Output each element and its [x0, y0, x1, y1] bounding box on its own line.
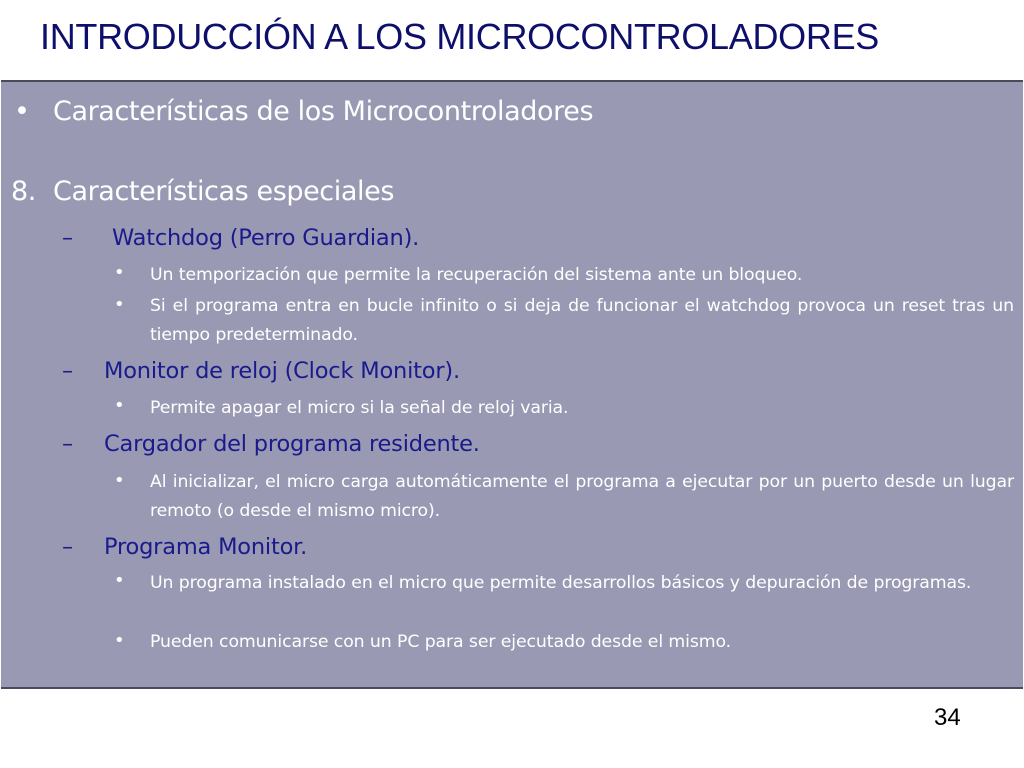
slide-title: INTRODUCCIÓN A LOS MICROCONTROLADORES: [40, 16, 879, 57]
page-number: 34: [934, 704, 961, 731]
item-title-watchdog: Watchdog (Perro Guardian).: [112, 225, 420, 251]
item-marker: –: [62, 359, 73, 384]
item-title-monitor-program: Programa Monitor.: [104, 534, 308, 560]
sub-bullet-text: Pueden comunicarse con un PC para ser ejecutado desde el mismo.: [150, 632, 732, 652]
heading-bullet: •: [14, 96, 30, 127]
sub-bullet-marker: •: [114, 470, 125, 491]
sub-bullet-marker: •: [114, 262, 125, 283]
item-title-clock-monitor: Monitor de reloj (Clock Monitor).: [104, 358, 460, 384]
section-number: 8.: [11, 176, 36, 207]
section-title: Características especiales: [53, 176, 394, 207]
item-title-bootloader: Cargador del programa residente.: [104, 431, 480, 457]
item-marker: –: [62, 226, 73, 251]
heading-text: Características de los Microcontroladores: [53, 96, 594, 127]
sub-bullet-text: Un temporización que permite la recuperación del sistema ante un bloqueo.: [150, 265, 803, 285]
sub-bullet-marker: •: [114, 294, 125, 315]
sub-bullet-text: Si el programa entra en bucle infinito o si deja de funcionar el watchdog provoca un reset tras un tiempo predeterminado.: [150, 296, 1014, 345]
sub-bullet-text: Un programa instalado en el micro que permite desarrollos básicos y depuración de programas.: [150, 573, 972, 593]
sub-bullet-text: Al inicializar, el micro carga automáticamente el programa a ejecutar por un puerto desde un lugar remoto (o desde el mismo micro).: [150, 472, 1014, 521]
sub-bullet-text: Permite apagar el micro si la señal de reloj varia.: [150, 398, 569, 418]
sub-bullet-marker: •: [114, 570, 125, 591]
sub-bullet-marker: •: [114, 630, 125, 651]
item-marker: –: [62, 432, 73, 457]
sub-bullet-marker: •: [114, 395, 125, 416]
item-marker: –: [62, 535, 73, 560]
